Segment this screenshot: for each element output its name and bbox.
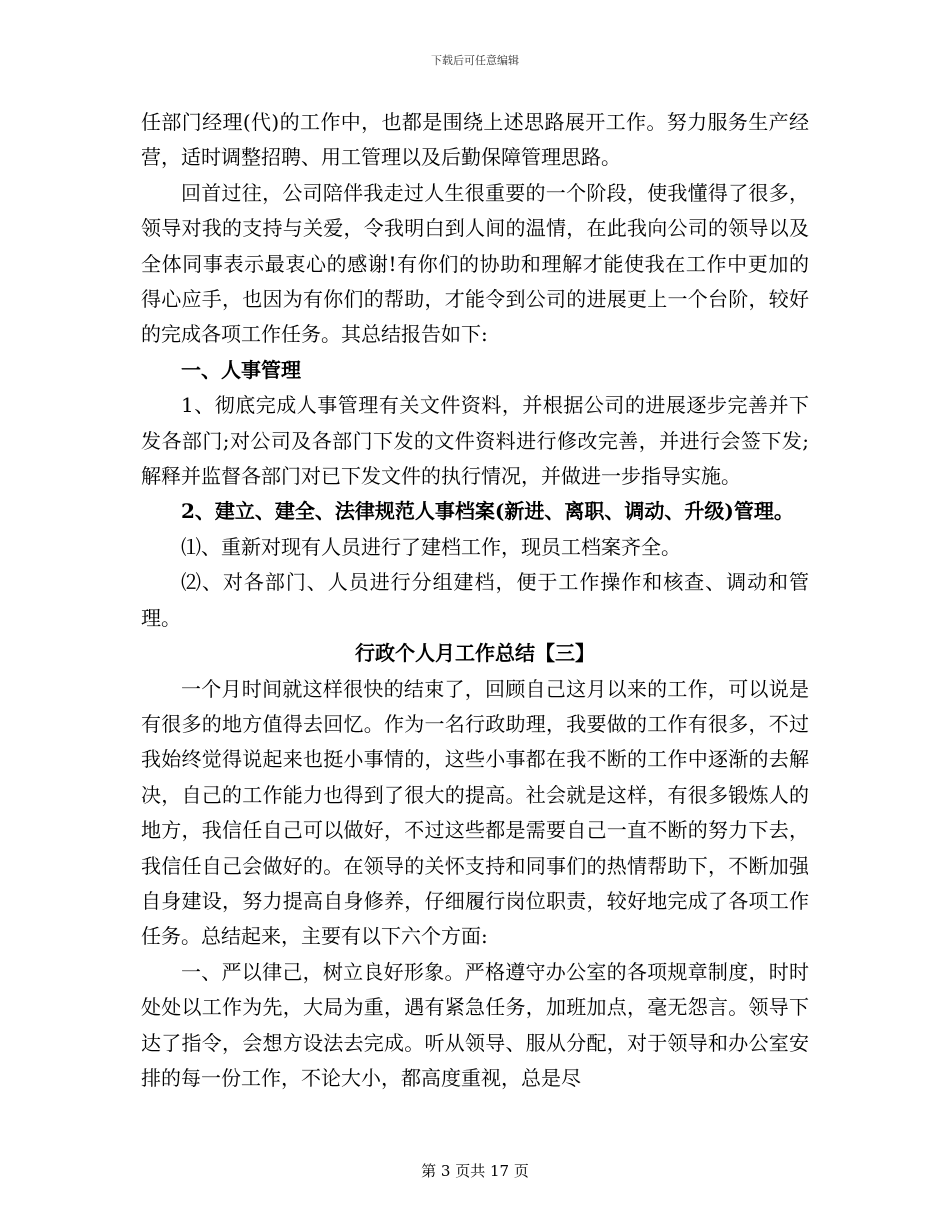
heading-personnel-management: 一、人事管理 — [181, 357, 301, 382]
heading-item-2: 2、建立、建全、法律规范人事档案(新进、离职、调动、升级)管理。 — [181, 499, 794, 524]
paragraph-self-discipline: 一、严以律己，树立良好形象。严格遵守办公室的各项规章制度，时时处处以工作为先，大局为重，遇有紧急任务，加班加点，毫无怨言。领导下达了指令，会想方设法去完成。听从领导、服从分配，对于领导和办公室安排的每一份工作，不论大小，都高度重视，总是尽 — [141, 959, 809, 1090]
paragraph-subitem-1: ⑴、重新对现有人员进行了建档工作，现员工档案齐全。 — [181, 534, 681, 559]
page-header: 下载后可任意编辑 — [431, 54, 519, 67]
paragraph-item-1: 1、彻底完成人事管理有关文件资料，并根据公司的进展逐步完善并下发各部门;对公司及各部门下发的文件资料进行修改完善，并进行会签下发;解释并监督各部门对已下发文件的执行情况，并做进一步指导实施。 — [141, 393, 809, 489]
document-body — [141, 105, 809, 1096]
page-footer: 第 3 页共 17 页 — [421, 1162, 529, 1180]
paragraph-retrospect: 回首过往，公司陪伴我走过人生很重要的一个阶段，使我懂得了很多，领导对我的支持与关爱，令我明白到人间的温情，在此我向公司的领导以及全体同事表示最衷心的感谢!有你们的协助和理解才能使我在工作中更加的得心应手，也因为有你们的帮助，才能令到公司的进展更上一个台阶，较好的完成各项工作任务。其总结报告如下: — [141, 180, 809, 347]
paragraph-subitem-2: ⑵、对各部门、人员进行分组建档，便于工作操作和核查、调动和管理。 — [141, 570, 809, 630]
paragraph-continuation: 任部门经理(代)的工作中，也都是围绕上述思路展开工作。努力服务生产经营，适时调整招聘、用工管理以及后勤保障管理思路。 — [141, 110, 809, 170]
section-title: 行政个人月工作总结【三】 — [355, 641, 595, 666]
paragraph-month-summary: 一个月时间就这样很快的结束了，回顾自己这月以来的工作，可以说是有很多的地方值得去回忆。作为一名行政助理，我要做的工作有很多，不过我始终觉得说起来也挺小事情的，这些小事都在我不断的工作中逐渐的去解决，自己的工作能力也得到了很大的提高。社会就是这样，有很多锻炼人的地方，我信任自己可以做好，不过这些都是需要自己一直不断的努力下去，我信任自己会做好的。在领导的关怀支持和同事们的热情帮助下，不断加强自身建设，努力提高自身修养，仔细履行岗位职责，较好地完成了各项工作任务。总结起来，主要有以下六个方面: — [141, 676, 809, 949]
